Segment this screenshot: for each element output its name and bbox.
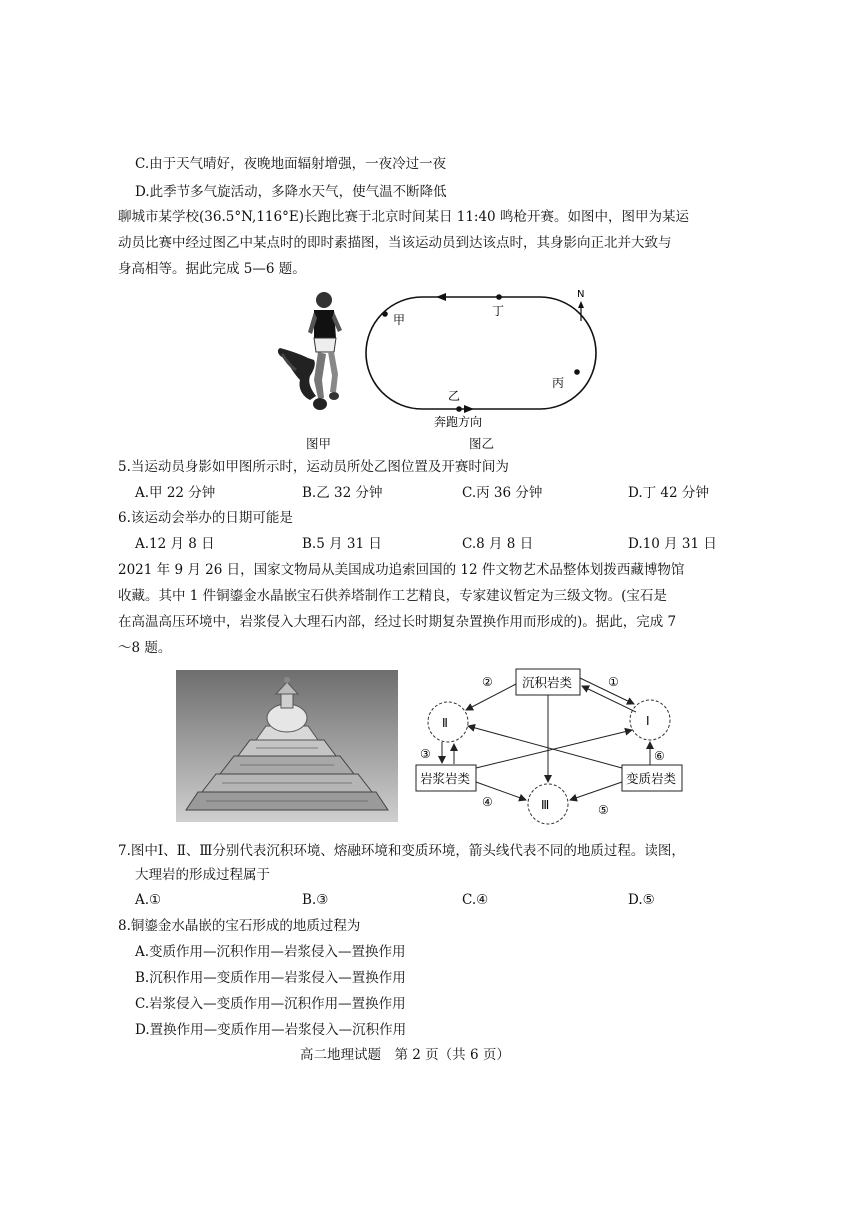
env-1-label: Ⅰ <box>646 714 650 728</box>
caption-jia: 图甲 <box>306 436 332 451</box>
run-direction-label: 奔跑方向 <box>434 415 483 429</box>
passage2-line1: 2021 年 9 月 26 日，国家文物局从美国成功追索回国的 12 件文物艺术品整体划拨西藏博物馆 <box>118 562 685 578</box>
track-diagram <box>362 283 602 433</box>
q8-option-a: A.变质作用—沉积作用—岩浆侵入—置换作用 <box>135 944 406 960</box>
option-c-prev: C.由于天气晴好，夜晚地面辐射增强，一夜冷过一夜 <box>135 156 447 172</box>
num-2: ② <box>482 675 493 689</box>
point-yi-dot <box>456 406 462 412</box>
q5-stem: 5.当运动员身影如甲图所示时，运动员所处乙图位置及开赛时间为 <box>118 459 509 475</box>
sedimentary-label: 沉积岩类 <box>522 675 573 690</box>
q6-stem: 6.该运动会举办的日期可能是 <box>118 510 293 526</box>
pagoda-photo <box>176 670 398 822</box>
q7-option-b: B.③ <box>302 892 329 908</box>
q8-option-d: D.置换作用—变质作用—岩浆侵入—沉积作用 <box>135 1022 407 1038</box>
q7-stem-line2: 大理岩的形成过程属于 <box>135 867 270 883</box>
passage2-line2: 收藏。其中 1 件铜鎏金水晶嵌宝石供养塔制作工艺精良，专家建议暂定为三级文物。(宝石是 <box>118 588 667 604</box>
num-6: ⑥ <box>654 749 665 763</box>
arrow-top <box>436 293 446 301</box>
point-yi-label: 乙 <box>448 389 461 403</box>
env-3-label: Ⅲ <box>541 798 550 812</box>
point-bing-label: 丙 <box>552 376 565 390</box>
north-label: N <box>577 289 585 300</box>
passage2-line3: 在高温高压环境中，岩浆侵入大理石内部，经过长时期复杂置换作用而形成的)。据此，完成 7 <box>118 614 677 630</box>
option-d-prev: D.此季节多气旋活动，多降水天气，使气温不断降低 <box>135 184 447 200</box>
q5-option-b: B.乙 32 分钟 <box>302 485 383 501</box>
passage2-line4: ～8 题。 <box>118 640 172 656</box>
q7-option-d: D.⑤ <box>628 892 655 908</box>
point-jia-label: 甲 <box>393 313 406 327</box>
env-1-circle <box>630 700 670 740</box>
caption-yi: 图乙 <box>469 436 495 451</box>
passage1-line1: 聊城市某学校(36.5°N,116°E)长跑比赛于北京时间某日 11:40 鸣枪开赛。如图中，图甲为某运 <box>118 209 689 225</box>
igneous-label: 岩浆岩类 <box>420 771 471 786</box>
env-2-label: Ⅱ <box>442 716 448 730</box>
q6-option-a: A.12 月 8 日 <box>135 536 215 552</box>
q8-option-b: B.沉积作用—变质作用—岩浆侵入—置换作用 <box>135 970 406 986</box>
num-1: ① <box>608 675 619 689</box>
num-5: ⑤ <box>598 803 609 817</box>
point-bing-dot <box>574 369 580 375</box>
runner-sketch <box>270 288 350 423</box>
passage1-line2: 动员比赛中经过图乙中某点时的即时素描图，当该运动员到达该点时，其身影向正北并大致与 <box>118 235 672 251</box>
num-3: ③ <box>420 747 431 761</box>
q8-option-c: C.岩浆侵入—变质作用—沉积作用—置换作用 <box>135 996 406 1012</box>
point-jia-dot <box>382 311 388 317</box>
q6-option-d: D.10 月 31 日 <box>628 536 717 552</box>
q5-option-d: D.丁 42 分钟 <box>628 485 709 501</box>
page-footer: 高二地理试题 第 2 页（共 6 页） <box>300 1047 510 1063</box>
q5-option-c: C.丙 36 分钟 <box>462 485 543 501</box>
q6-option-b: B.5 月 31 日 <box>302 536 382 552</box>
metamorphic-label: 变质岩类 <box>626 771 677 786</box>
q6-option-c: C.8 月 8 日 <box>462 536 534 552</box>
num-4: ④ <box>482 795 493 809</box>
q7-option-a: A.① <box>135 892 162 908</box>
rock-cycle-diagram <box>412 664 694 832</box>
arrow-bottom <box>464 405 474 413</box>
q5-option-a: A.甲 22 分钟 <box>135 485 216 501</box>
env-2-circle <box>428 702 468 742</box>
passage1-line3: 身高相等。据此完成 5—6 题。 <box>118 261 306 277</box>
q7-stem-line1: 7.图中Ⅰ、Ⅱ、Ⅲ分别代表沉积环境、熔融环境和变质环境，箭头线代表不同的地质过程。读图， <box>118 843 685 859</box>
q8-stem: 8.铜鎏金水晶嵌的宝石形成的地质过程为 <box>118 918 361 934</box>
q7-option-c: C.④ <box>462 892 489 908</box>
point-ding-dot <box>496 294 502 300</box>
point-ding-label: 丁 <box>492 304 505 318</box>
